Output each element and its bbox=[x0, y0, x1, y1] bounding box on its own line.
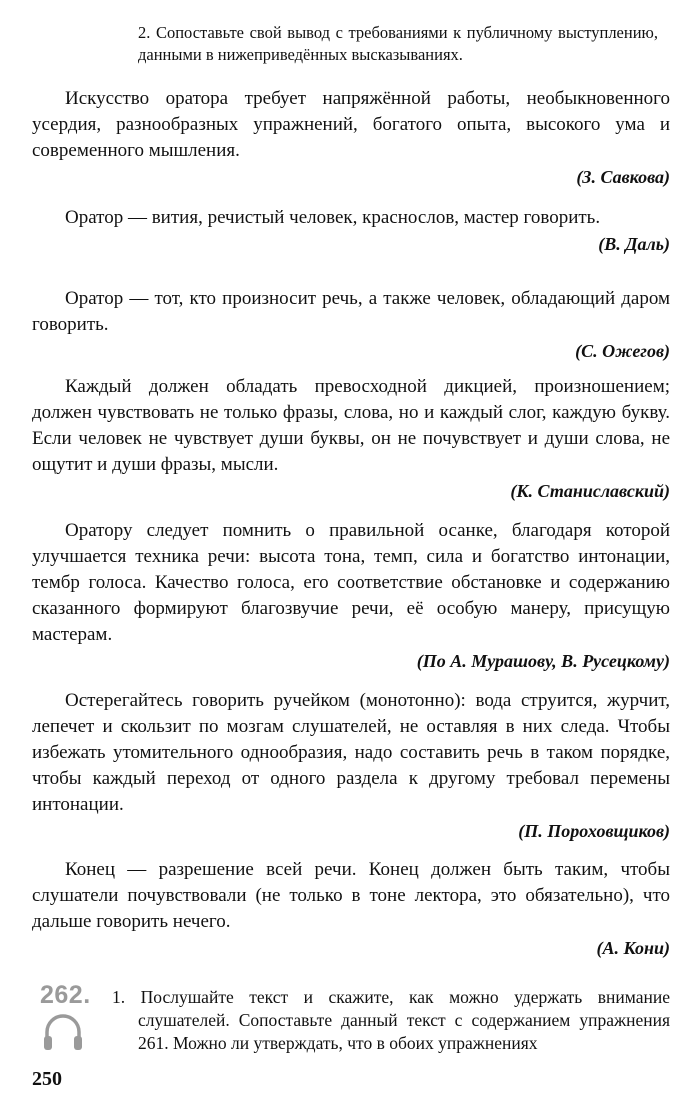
quote-text: Каждый должен обладать превосходной дикцией, произношением; должен чувствовать не только фразы, слова, но и каждый слог, каждую букву. Если человек не чувствует души буквы, он не почувствует и души слова, не ощутит и души фразы, мысли. bbox=[32, 376, 670, 475]
page-number: 250 bbox=[32, 1068, 62, 1090]
task-1-text: 1. Послушайте текст и скажите, как можно удержать внимание слушателей. Сопоставьте данный текст с содержанием упражнения 261. Можно ли утверждать, что в обоих упражнениях bbox=[112, 987, 670, 1053]
quote-text: Остерегайтесь говорить ручейком (монотонно): вода струится, журчит, лепечет и скользит по мозгам слушателей, не оставляя в них следа. Чтобы избежать утомительного однообразия, надо составить речь в таком порядке, чтобы каждый переход от одного раздела к другому требовал перемены интонации. bbox=[32, 690, 670, 815]
quote-author: (П. Пороховщиков) bbox=[518, 821, 670, 841]
task-1-instruction bbox=[112, 986, 670, 1055]
quote-savkova bbox=[32, 86, 670, 190]
quote-ozhegov bbox=[32, 286, 670, 364]
task-2-instruction bbox=[138, 22, 658, 66]
quote-author: (З. Савкова) bbox=[576, 167, 670, 187]
headphones-icon bbox=[40, 1010, 86, 1056]
quote-text: Оратор — вития, речистый человек, краснослов, мастер говорить. bbox=[65, 207, 601, 228]
quote-murashov-rusetsky bbox=[32, 518, 670, 674]
quote-text: Искусство оратора требует напряжённой работы, необыкновенного усердия, разнообразных упражнений, богатого опыта, высокого ума и современного мышления. bbox=[32, 88, 670, 161]
quote-author: (К. Станиславский) bbox=[510, 481, 670, 501]
quote-author: (А. Кони) bbox=[596, 938, 670, 958]
quote-text: Оратору следует помнить о правильной осанке, благодаря которой улучшается техника речи: высота тона, темп, сила и богатство интонации, тембр голоса. Качество голоса, его соответствие обстановке и содержанию сказанного формируют благозвучие речи, её особую манеру, присущую мастерам. bbox=[32, 520, 670, 645]
quote-author: (В. Даль) bbox=[598, 234, 670, 254]
quote-text: Оратор — тот, кто произносит речь, а также человек, обладающий даром говорить. bbox=[32, 288, 670, 335]
task-2-text: 2. Сопоставьте свой вывод с требованиями к публичному выступлению, данными в нижеприведённых высказываниях. bbox=[138, 23, 658, 64]
quote-porokhovshchikov bbox=[32, 688, 670, 844]
quote-author: (По А. Мурашову, В. Русецкому) bbox=[416, 651, 670, 671]
quote-dal bbox=[32, 205, 670, 257]
quote-author: (С. Ожегов) bbox=[575, 341, 670, 361]
quote-koni bbox=[32, 857, 670, 961]
quote-text: Конец — разрешение всей речи. Конец должен быть таким, чтобы слушатели почувствовали (не только в тоне лектора, это обязательно), что дальше говорить нечего. bbox=[32, 859, 670, 932]
quote-stanislavsky bbox=[32, 374, 670, 504]
exercise-number: 262. bbox=[40, 981, 91, 1009]
